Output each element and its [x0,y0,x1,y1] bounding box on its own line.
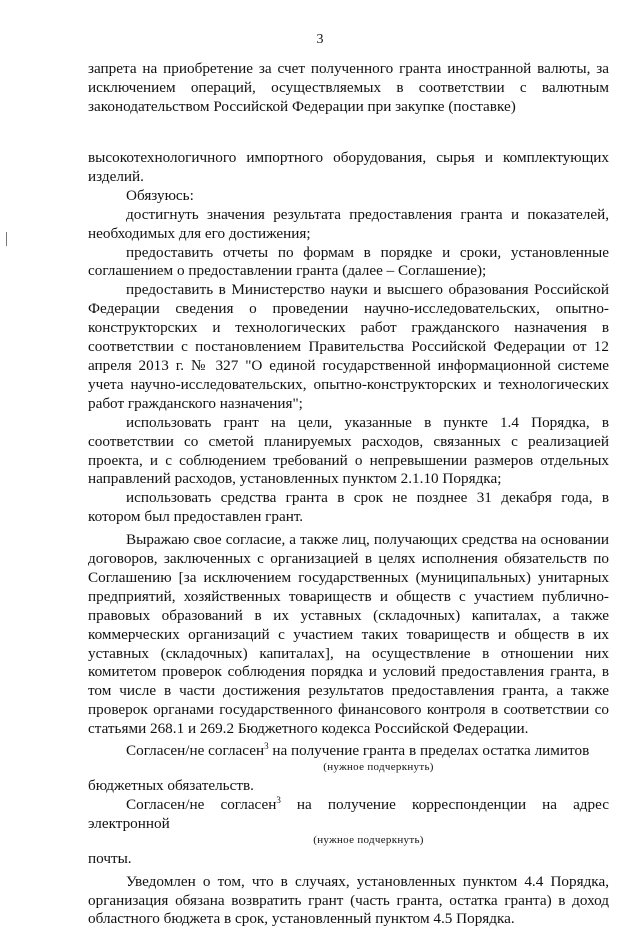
paragraph-obligate: Обязуюсь: [126,186,194,204]
consent-line-grant [88,742,609,761]
text-block-top [88,60,609,117]
consent-grant-lead: Согласен/не согласен [126,742,265,760]
footnote-ref: 3 [264,741,269,752]
paragraph-notified: Уведомлен о том, что в случаях, установленных пунктом 4.4 Порядка, организация обязана возвратить грант (часть гранта, остатка гранта) в доход областного бюджета в срок, установленный пунктом 4.5 Порядка. [88,872,609,928]
hint-underline-grant: (нужное подчеркнуть) [323,761,434,773]
paragraph-reach-results: достигнуть значения результата предоставления гранта и показателей, необходимых для его достижения; [88,205,609,242]
consent-email-lead: Согласен/не согласен [126,795,277,813]
paragraph-equipment: высокотехнологичного импортного оборудования, сырья и комплектующих изделий. [88,149,609,185]
hint-underline-email: (нужное подчеркнуть) [313,833,424,846]
paragraph-consent-checks: Выражаю свое согласие, а также лиц, получающих средства на основании договоров, заключенных с организацией в целях исполнения обязательств по Соглашению [за исключением государственных (муниципальных) унитарных предприятий, хозяйственных товариществ и обществ с участием публично-правовых образований в их уставных (складочных) капиталах, а также коммерческих организаций с участием таких товариществ и обществ в их уставных (складочных) капиталах], на осуществление в отношении них комитетом проверок соблюдения порядка и условий предоставления гранта, в том числе в части достижения результатов предоставления гранта, а также проверок органами государственного финансового контроля в соответствии со статьями 268.1 и 269.2 Бюджетного кодекса Российской Федерации. [88,531,609,738]
paragraph-use-goals: использовать грант на цели, указанные в пункте 1.4 Порядка, в соответствии со сметой планируемых расходов, связанных с реализацией проекта, и с соблюдением требований о непревышении размеров отдельных направлений расходов, установленных пунктом 2.1.10 Порядка; [88,413,609,488]
consent-email-tail: на получение корреспонденции на адрес электронной [88,795,609,832]
text-block-main [88,149,609,929]
footnote-ref: 3 [276,794,281,805]
consent-line-email [88,796,609,834]
paragraph-intro: запрета на приобретение за счет полученного гранта иностранной валюты, за исключением операций, осуществляемых в соответствии с валютным законодательством Российской Федерации при закупке (поставке) [88,60,609,115]
paragraph-deadline: использовать средства гранта в срок не позднее 31 декабря года, в котором был предоставлен грант. [88,489,609,526]
consent-email-cont: почты. [88,849,132,867]
consent-grant-cont: бюджетных обязательств. [88,777,254,794]
paragraph-ministry: предоставить в Министерство науки и высшего образования Российской Федерации сведения о проведении научно-исследовательских, опытно-конструкторских и технологических работ гражданского назначения в соответствии с постановлением Правительства Российской Федерации от 12 апреля 2013 г. № 327 "О единой государственной информационной системе учета научно-исследовательских, опытно-конструкторских и технологических работ гражданского назначения"; [88,281,609,412]
page-number: 3 [316,32,324,47]
paragraph-reports: предоставить отчеты по формам в порядке и сроки, установленные соглашением о предоставлении гранта (далее – Соглашение); [88,243,609,280]
consent-grant-tail: на получение гранта в пределах остатка лимитов [268,742,590,760]
margin-mark [6,232,7,246]
